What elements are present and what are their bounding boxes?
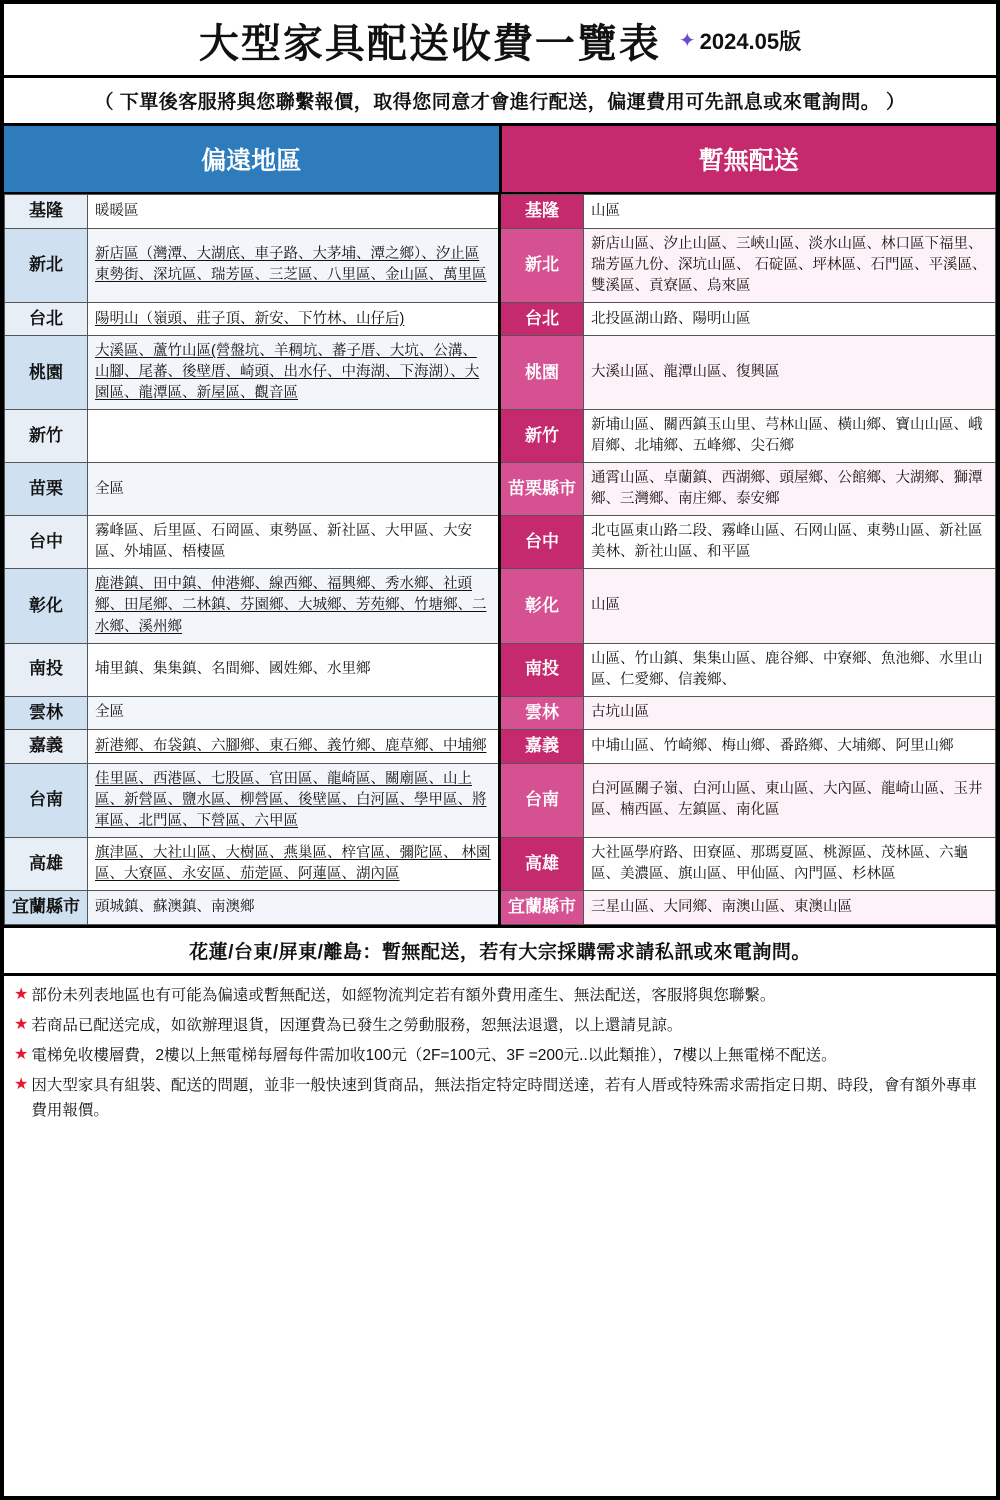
table-row: [5, 516, 996, 569]
region-label-left: 雲林: [5, 696, 88, 730]
region-label-right: 新北: [500, 228, 584, 302]
footer-note-text: 若商品已配送完成，如欲辦理退貨，因運費為已發生之勞動服務，恕無法退還，以上還請見諒。: [31, 1016, 683, 1034]
region-label-left: 新竹: [5, 410, 88, 463]
region-label-left: 台中: [5, 516, 88, 569]
region-areas-right: 新埔山區、關西鎮玉山里、芎林山區、橫山鄉、寶山山區、峨眉鄉、北埔鄉、五峰鄉、尖石鄉: [584, 410, 996, 463]
region-areas-left: 新店區（灣潭、大湖底、車子路、大茅埔、潭之鄉）、汐止區東勢街、深坑區、瑞芳區、三芝區、八里區、金山區、萬里區: [88, 228, 500, 302]
region-label-right: 新竹: [500, 410, 584, 463]
footer-note-text: 電梯免收樓層費，2樓以上無電梯每層每件需加收100元（2F=100元、3F =200元..以此類推），7樓以上無電梯不配送。: [31, 1046, 837, 1064]
region-areas-left: 陽明山（嶺頭、莊子頂、新安、下竹林、山仔后): [88, 302, 500, 336]
star-icon: ★: [14, 1075, 29, 1093]
table-row: [5, 195, 996, 229]
footer-note-item: [14, 1043, 986, 1068]
region-label-left: 南投: [5, 643, 88, 696]
version-badge: [679, 25, 801, 56]
region-areas-left: [88, 410, 500, 463]
region-areas-right: 三星山區、大同鄉、南澳山區、東澳山區: [584, 890, 996, 924]
region-label-right: 台南: [500, 763, 584, 837]
table-row: [5, 336, 996, 410]
footer-note-item: [14, 1073, 986, 1123]
star-icon: ★: [14, 985, 29, 1003]
region-label-right: 基隆: [500, 195, 584, 229]
region-label-right: 宜蘭縣市: [500, 890, 584, 924]
region-areas-right: 通霄山區、卓蘭鎮、西湖鄉、頭屋鄉、公館鄉、大湖鄉、獅潭鄉、三灣鄉、南庄鄉、泰安鄉: [584, 463, 996, 516]
region-areas-right: 白河區關子嶺、白河山區、東山區、大內區、龍崎山區、玉井區、楠西區、左鎮區、南化區: [584, 763, 996, 837]
table-row: [5, 696, 996, 730]
page-header: [4, 4, 996, 78]
table-row: [5, 569, 996, 643]
footer-note-item: [14, 983, 986, 1008]
region-areas-left: 新港鄉、布袋鎮、六腳鄉、東石鄉、義竹鄉、鹿草鄉、中埔鄉: [88, 730, 500, 764]
table-row: [5, 302, 996, 336]
table-row: [5, 730, 996, 764]
footer-notes: [4, 976, 996, 1135]
region-areas-left: 暖暖區: [88, 195, 500, 229]
region-label-right: 台北: [500, 302, 584, 336]
region-areas-right: 大社區學府路、田寮區、那瑪夏區、桃源區、茂林區、六龜區、美濃區、旗山區、甲仙區、內門區、杉林區: [584, 837, 996, 890]
region-label-right: 苗栗縣市: [500, 463, 584, 516]
table-row: [5, 463, 996, 516]
region-areas-left: 頭城鎮、蘇澳鎮、南澳鄉: [88, 890, 500, 924]
version-label: 2024.05版: [699, 29, 802, 54]
region-areas-right: 山區: [584, 569, 996, 643]
region-label-left: 宜蘭縣市: [5, 890, 88, 924]
region-label-left: 台北: [5, 302, 88, 336]
region-areas-right: 北屯區東山路二段、霧峰山區、石网山區、東勢山區、新社區美林、新社山區、和平區: [584, 516, 996, 569]
region-areas-left: 霧峰區、后里區、石岡區、東勢區、新社區、大甲區、大安區、外埔區、梧棲區: [88, 516, 500, 569]
table-row: [5, 763, 996, 837]
region-label-left: 高雄: [5, 837, 88, 890]
star-icon: ★: [14, 1015, 29, 1033]
region-label-left: 新北: [5, 228, 88, 302]
table-row: [5, 228, 996, 302]
region-label-right: 南投: [500, 643, 584, 696]
region-areas-right: 山區: [584, 195, 996, 229]
table-row: [5, 410, 996, 463]
column-headings: [4, 126, 996, 194]
region-label-right: 嘉義: [500, 730, 584, 764]
star-icon: ★: [14, 1045, 29, 1063]
region-areas-left: 埔里鎮、集集鎮、名間鄉、國姓鄉、水里鄉: [88, 643, 500, 696]
region-label-left: 彰化: [5, 569, 88, 643]
region-label-left: 台南: [5, 763, 88, 837]
region-areas-right: 北投區湖山路、陽明山區: [584, 302, 996, 336]
no-delivery-islands-note: 花蓮/台東/屏東/離島：暫無配送，若有大宗採購需求請私訊或來電詢問。: [4, 925, 996, 976]
region-areas-left: 旗津區、大社山區、大樹區、燕巢區、梓官區、彌陀區、 林園區、大寮區、永安區、茄萣區、阿蓮區、湖內區: [88, 837, 500, 890]
region-areas-left: 佳里區、西港區、七股區、官田區、龍崎區、關廟區、山上區、新營區、鹽水區、柳營區、後壁區、白河區、學甲區、將軍區、北門區、下營區、六甲區: [88, 763, 500, 837]
region-label-right: 桃園: [500, 336, 584, 410]
page-subtitle: （ 下單後客服將與您聯繫報價，取得您同意才會進行配送，偏運費用可先訊息或來電詢問。 ）: [4, 78, 996, 126]
region-label-right: 彰化: [500, 569, 584, 643]
region-areas-right: 新店山區、汐止山區、三峽山區、淡水山區、林口區下福里、瑞芳區九份、深坑山區、 石碇區、坪林區、石門區、平溪區、雙溪區、貢寮區、烏來區: [584, 228, 996, 302]
footer-note-text: 部份未列表地區也有可能為偏遠或暫無配送，如經物流判定若有額外費用產生、無法配送，客服將與您聯繫。: [31, 986, 776, 1004]
table-row: [5, 837, 996, 890]
region-label-right: 台中: [500, 516, 584, 569]
region-label-right: 高雄: [500, 837, 584, 890]
region-table: [4, 194, 996, 925]
footer-note-item: [14, 1013, 986, 1038]
region-areas-left: 鹿港鎮、田中鎮、伸港鄉、線西鄉、福興鄉、秀水鄉、社頭鄉、田尾鄉、二林鎮、芬園鄉、大城鄉、芳苑鄉、竹塘鄉、二水鄉、溪州鄉: [88, 569, 500, 643]
region-areas-left: 全區: [88, 463, 500, 516]
region-areas-right: 山區、竹山鎮、集集山區、鹿谷鄉、中寮鄉、魚池鄉、水里山區、仁愛鄉、信義鄉、: [584, 643, 996, 696]
footer-note-text: 因大型家具有組裝、配送的問題，並非一般快速到貨商品，無法指定特定時間送達，若有人厝或特殊需求需指定日期、時段，會有額外專車費用報價。: [31, 1076, 977, 1119]
page-title: 大型家具配送收費一覽表: [198, 22, 661, 66]
region-areas-right: 古坑山區: [584, 696, 996, 730]
region-label-left: 嘉義: [5, 730, 88, 764]
column-heading-unavailable: 暫無配送: [499, 126, 997, 192]
diamond-icon: ✦: [678, 30, 696, 52]
region-label-left: 桃園: [5, 336, 88, 410]
region-areas-left: 全區: [88, 696, 500, 730]
table-row: [5, 643, 996, 696]
region-label-right: 雲林: [500, 696, 584, 730]
region-label-left: 苗栗: [5, 463, 88, 516]
region-areas-left: 大溪區、蘆竹山區(營盤坑、羊稠坑、蕃子厝、大坑、公溝、山腳、尾蕃、後壁厝、崎頭、出水仔、中海湖、下海湖）、大園區、龍潭區、新屋區、觀音區: [88, 336, 500, 410]
region-areas-right: 大溪山區、龍潭山區、復興區: [584, 336, 996, 410]
column-heading-remote: 偏遠地區: [4, 126, 499, 192]
region-label-left: 基隆: [5, 195, 88, 229]
region-areas-right: 中埔山區、竹崎鄉、梅山鄉、番路鄉、大埔鄉、阿里山鄉: [584, 730, 996, 764]
table-row: [5, 890, 996, 924]
